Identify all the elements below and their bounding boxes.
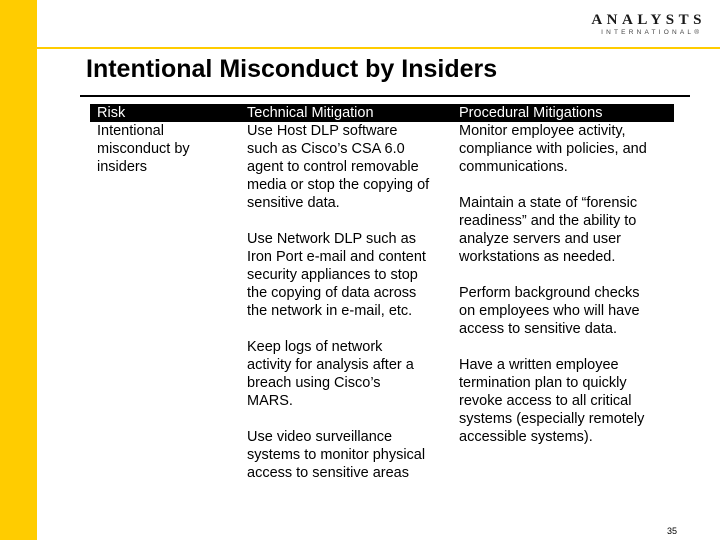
procedural-item-termination-plan: [459, 356, 674, 446]
text-line: analyze servers and user: [459, 231, 621, 247]
left-accent-bar: [0, 0, 37, 540]
company-logo: [591, 12, 706, 37]
technical-item-host-dlp: [247, 122, 452, 212]
procedural-mitigation-cell: [452, 122, 674, 482]
procedural-item-background-checks: [459, 284, 674, 338]
header-divider: [37, 47, 720, 49]
text-line: Perform background checks: [459, 285, 640, 301]
risk-line: misconduct by: [97, 141, 190, 157]
text-line: Iron Port e-mail and content: [247, 249, 426, 265]
text-line: access to sensitive areas: [247, 465, 409, 481]
mitigation-table: [90, 104, 674, 482]
text-line: communications.: [459, 159, 568, 175]
text-line: termination plan to quickly: [459, 375, 627, 391]
table-header-row: [90, 104, 674, 122]
text-line: agent to control removable: [247, 159, 419, 175]
text-line: Monitor employee activity,: [459, 123, 626, 139]
risk-line: Intentional: [97, 123, 164, 139]
text-line: compliance with policies, and: [459, 141, 647, 157]
header-risk: Risk: [97, 105, 126, 121]
risk-line: insiders: [97, 159, 147, 175]
logo-wordmark: ANALYSTS: [591, 12, 706, 28]
text-line: Use video surveillance: [247, 429, 393, 445]
text-line: systems (especially remotely: [459, 411, 645, 427]
slide-title: Intentional Misconduct by Insiders: [86, 55, 498, 83]
text-line: activity for analysis after a: [247, 357, 414, 373]
header-technical-mitigation: Technical Mitigation: [247, 105, 374, 121]
text-line: security appliances to stop: [247, 267, 418, 283]
text-line: access to sensitive data.: [459, 321, 617, 337]
technical-item-logs: [247, 338, 452, 410]
table-row: [90, 122, 674, 482]
technical-mitigation-cell: [240, 122, 452, 482]
text-line: workstations as needed.: [459, 249, 616, 265]
technical-item-network-dlp: [247, 230, 452, 320]
text-line: readiness” and the ability to: [459, 213, 637, 229]
text-line: accessible systems).: [459, 429, 593, 445]
procedural-item-monitor: [459, 122, 674, 176]
text-line: systems to monitor physical: [247, 447, 426, 463]
text-line: Use Host DLP software: [247, 123, 398, 139]
text-line: revoke access to all critical: [459, 393, 632, 409]
text-line: breach using Cisco’s: [247, 375, 381, 391]
text-line: Keep logs of network: [247, 339, 383, 355]
text-line: the copying of data across: [247, 285, 417, 301]
page-number: 35: [666, 526, 677, 536]
procedural-item-forensic-readiness: [459, 194, 674, 266]
risk-cell: [90, 122, 240, 482]
text-line: Have a written employee: [459, 357, 619, 373]
text-line: the network in e-mail, etc.: [247, 303, 413, 319]
text-line: on employees who will have: [459, 303, 640, 319]
technical-item-video-surveillance: [247, 428, 452, 482]
text-line: such as Cisco’s CSA 6.0: [247, 141, 405, 157]
logo-subtitle: INTERNATIONAL®: [601, 29, 703, 36]
text-line: media or stop the copying of: [247, 177, 430, 193]
text-line: MARS.: [247, 393, 293, 409]
title-underline: [80, 95, 690, 97]
text-line: sensitive data.: [247, 195, 340, 211]
text-line: Use Network DLP such as: [247, 231, 416, 247]
header-procedural-mitigations: Procedural Mitigations: [459, 105, 603, 121]
text-line: Maintain a state of “forensic: [459, 195, 638, 211]
